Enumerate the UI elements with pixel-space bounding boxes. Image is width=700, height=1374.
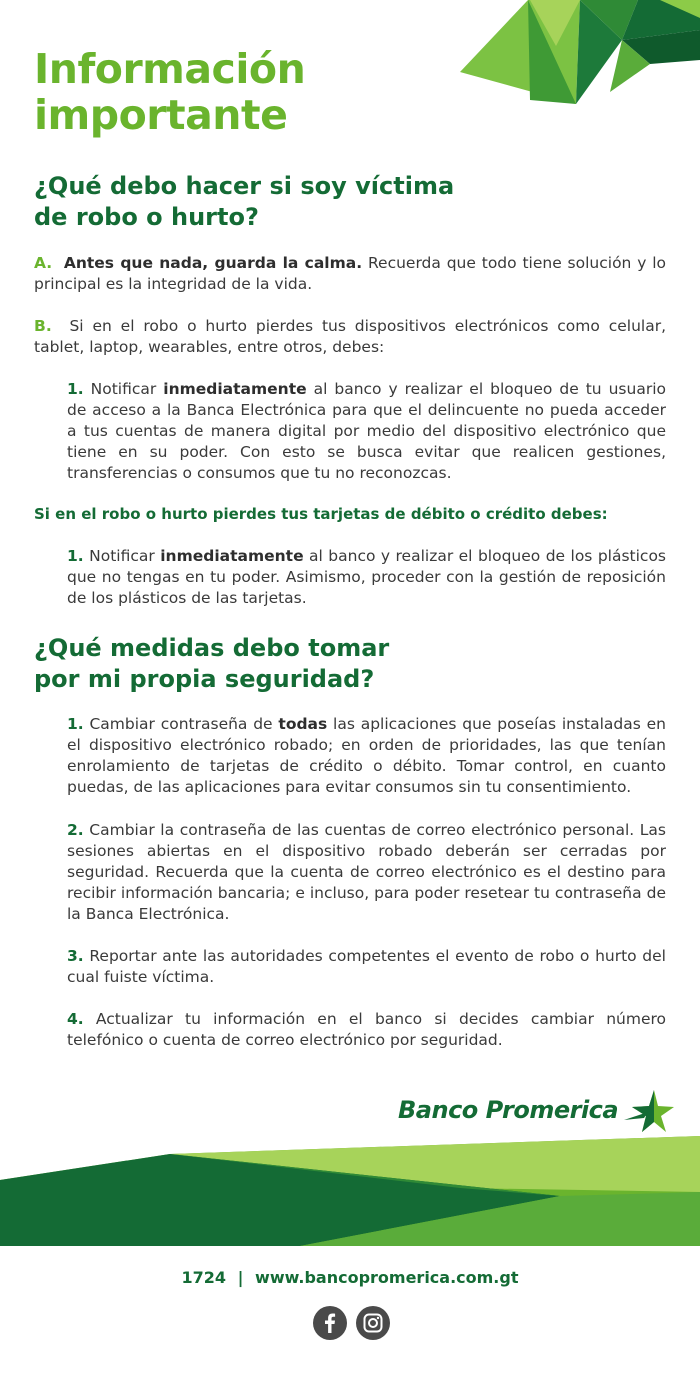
step-number: 1. [67,715,84,733]
step-number: 2. [67,821,84,839]
facebook-icon[interactable] [313,1306,347,1340]
item-letter: A. [34,254,53,272]
cards-subheading: Si en el robo o hurto pierdes tus tarjetas de débito o crédito debes: [34,505,608,523]
devices-step-1: 1. Notificar inmediatamente al banco y realizar el bloqueo de tu usuario de acceso a la Banca Electrónica para que el delincuente no pueda acceder a tus cuentas de manera digital por medio del dispositivo electrónico que tiene en su poder. Con esto se busca evitar que realicen gestiones, transferencias o consumos que tu no reconozcas. [67,380,666,482]
item-b [34,316,666,358]
separator: | [237,1268,244,1287]
step-number: 1. [67,547,84,565]
item-a-text: Recuerda que todo tiene solución y lo principal es la integridad de la vida. [34,254,667,293]
instagram-icon[interactable] [356,1306,390,1340]
logo-text: Banco Promerica [398,1096,619,1124]
step-number: 1. [67,380,84,398]
security-step-1: 1. Cambiar contraseña de todas las aplicaciones que poseías instaladas en el dispositivo electrónico robado; en orden de prioridades, las que tenían enrolamiento de tarjetas de crédito o débito. Tomar control, en cuanto puedas, de las aplicaciones para evitar consumos sin tu consentimiento. [67,715,666,796]
section-heading-security: ¿Qué medidas debo tomar por mi propia seguridad? [34,634,390,693]
step-number: 3. [67,947,84,965]
step-number: 4. [67,1010,84,1028]
bank-logo [398,1090,678,1140]
top-decoration [460,0,700,110]
page-title: Información importante [34,45,306,139]
star-icon [624,1090,674,1136]
bottom-decoration [0,1136,700,1246]
website-link[interactable]: www.bancopromerica.com.gt [255,1268,519,1287]
item-b-text: Si en el robo o hurto pierdes tus dispositivos electrónicos como celular, tablet, laptop, wearables, entre otros, debes: [34,317,667,356]
security-step-4: 4. Actualizar tu información en el banco si decides cambiar número telefónico o cuenta de correo electrónico por seguridad. [67,1010,666,1049]
item-a-bold: Antes que nada, guarda la calma. [63,254,363,272]
security-step-3: 3. Reportar ante las autoridades competentes el evento de robo o hurto del cual fuiste víctima. [67,947,666,986]
section-heading-victim: ¿Qué debo hacer si soy víctima de robo o hurto? [34,172,455,231]
item-letter: B. [34,317,52,335]
phone-number: 1724 [181,1268,227,1287]
footer-contact [0,1268,700,1287]
security-step-2: 2. Cambiar la contraseña de las cuentas de correo electrónico personal. Las sesiones abiertas en el dispositivo robado deberán ser cerradas por seguridad. Recuerda que la cuenta de correo electrónico es el destino para recibir información bancaria; e incluso, para poder resetear tu contraseña de la Banca Electrónica. [67,821,666,923]
item-a [34,253,666,295]
cards-step-1: 1. Notificar inmediatamente al banco y realizar el bloqueo de los plásticos que no tengas en tu poder. Asimismo, proceder con la gestión de reposición de los plásticos de las tarjetas. [67,547,667,607]
